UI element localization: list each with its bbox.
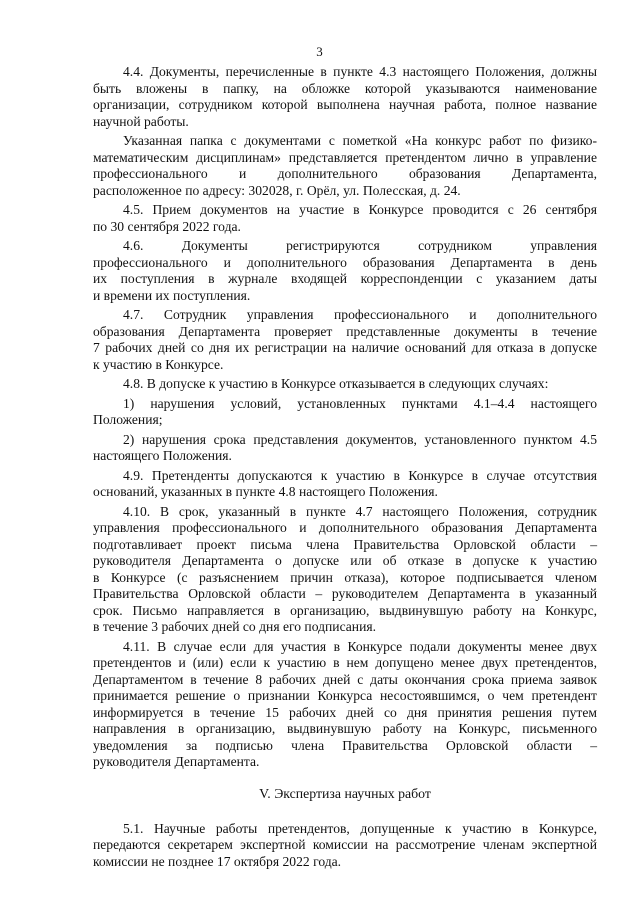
- paragraph: [93, 504, 597, 636]
- text-line: подготавливает проект письма члена Правительства Орловской области –: [93, 536, 597, 552]
- paragraph: [93, 64, 597, 130]
- text-line: в течение 3 рабочих дней со дня его подписания.: [93, 619, 377, 634]
- text-line: комиссии не позднее 17 октября 2022 года.: [93, 853, 342, 869]
- page-number: 3: [316, 44, 323, 59]
- text-line: Правительства Орловской области – руководителем Департамента в указанный: [93, 586, 597, 601]
- paragraph: [93, 376, 597, 393]
- text-line: расположенное по адресу: 302028, г. Орёл, ул. Полесская, д. 24.: [93, 182, 461, 198]
- text-line: 4.10. В срок, указанный в пункте 4.7 настоящего Положения, сотрудник: [123, 503, 597, 519]
- text-line: в Конкурсе (с разъяснением причин отказа), которое подписывается членом: [93, 569, 597, 585]
- text-line: руководителя Департамента.: [93, 754, 260, 769]
- text-line: 1) нарушения условий, установленных пунктами 4.1–4.4 настоящего: [123, 395, 597, 411]
- text-line: 4.4. Документы, перечисленные в пункте 4.3 настоящего Положения, должны: [123, 64, 597, 79]
- text-line: руководителя Департамента о допуске или об отказе в допуске к участию: [93, 553, 597, 568]
- text-line: 4.8. В допуске к участию в Конкурсе отказывается в следующих случаях:: [123, 376, 549, 391]
- text-line: настоящего Положения.: [93, 448, 232, 463]
- paragraph: [93, 396, 597, 429]
- text-line: профессионального и дополнительного образования Департамента в день: [93, 254, 597, 270]
- section-paragraphs-list: [93, 821, 597, 871]
- text-line: 4.9. Претенденты допускаются к участию в Конкурсе в случае отсутствия: [123, 467, 597, 483]
- text-line: к участию в Конкурсе.: [93, 356, 224, 372]
- text-line: передаются секретарем экспертной комиссии на рассмотрение членам экспертной: [93, 837, 597, 852]
- text-line: их поступления в журнале входящей корреспонденции с указанием даты: [93, 271, 597, 286]
- text-line: оснований, указанных в пункте 4.8 настоящего Положения.: [93, 484, 438, 499]
- text-line: направления в организацию, выдвинувшую работу на Конкурс, письменного: [93, 721, 597, 736]
- text-line: Департаментом в течение 8 рабочих дней с даты окончания срока приема заявок: [93, 671, 597, 687]
- text-line: быть вложены в папку, на обложке которой указываются наименование: [93, 80, 597, 96]
- paragraph: [93, 821, 597, 871]
- text-line: по 30 сентября 2022 года.: [93, 218, 241, 234]
- text-line: научной работы.: [93, 113, 189, 129]
- text-line: образования Департамента проверяет представленные документы в течение: [93, 323, 597, 339]
- text-line: Указанная папка с документами с пометкой «На конкурс работ по физико-: [123, 133, 597, 148]
- paragraphs-list: [93, 64, 597, 771]
- paragraph: [93, 238, 597, 304]
- text-line: принимается решение о признании Конкурса несостоявшимся, о чем претендент: [93, 688, 597, 703]
- text-line: 4.6. Документы регистрируются сотрудником управления: [123, 238, 597, 253]
- text-line: Положения;: [93, 412, 163, 427]
- text-line: и времени их поступления.: [93, 287, 251, 303]
- paragraph: [93, 307, 597, 373]
- document-body: [93, 64, 597, 873]
- paragraph: [93, 202, 597, 235]
- text-line: организации, сотрудником которой выполнена научная работа, полное название: [93, 97, 597, 112]
- paragraph: [93, 639, 597, 771]
- paragraph: [93, 432, 597, 465]
- text-line: срок. Письмо направляется в организацию, выдвинувшую работу на Конкурс,: [93, 602, 597, 618]
- text-line: 7 рабочих дней со дня их регистрации на наличие оснований для отказа в допуске: [93, 340, 597, 355]
- text-line: информируется в течение 15 рабочих дней со дня принятия решения путем: [93, 704, 597, 720]
- text-line: профессионального и дополнительного образования Департамента,: [93, 166, 597, 181]
- text-line: уведомления за подписью члена Правительства Орловской области –: [93, 737, 597, 753]
- text-line: управления профессионального и дополнительного образования Департамента: [93, 520, 597, 535]
- paragraph: [93, 133, 597, 199]
- paragraph: [93, 468, 597, 501]
- text-line: математическим дисциплинам» представляется претендентом лично в управление: [93, 149, 597, 165]
- text-line: 2) нарушения срока представления документов, установленного пунктом 4.5: [123, 431, 597, 447]
- text-line: 4.5. Прием документов на участие в Конкурсе проводится с 26 сентября: [123, 202, 597, 217]
- text-line: 4.7. Сотрудник управления профессионального и дополнительного: [123, 307, 597, 322]
- text-line: претендентов и (или) если к участию в нем допущено менее двух претендентов,: [93, 655, 597, 670]
- text-line: 4.11. В случае если для участия в Конкурсе подали документы менее двух: [123, 638, 597, 654]
- text-line: 5.1. Научные работы претендентов, допущенные к участию в Конкурсе,: [123, 820, 597, 836]
- section-heading: V. Экспертиза научных работ: [259, 785, 431, 801]
